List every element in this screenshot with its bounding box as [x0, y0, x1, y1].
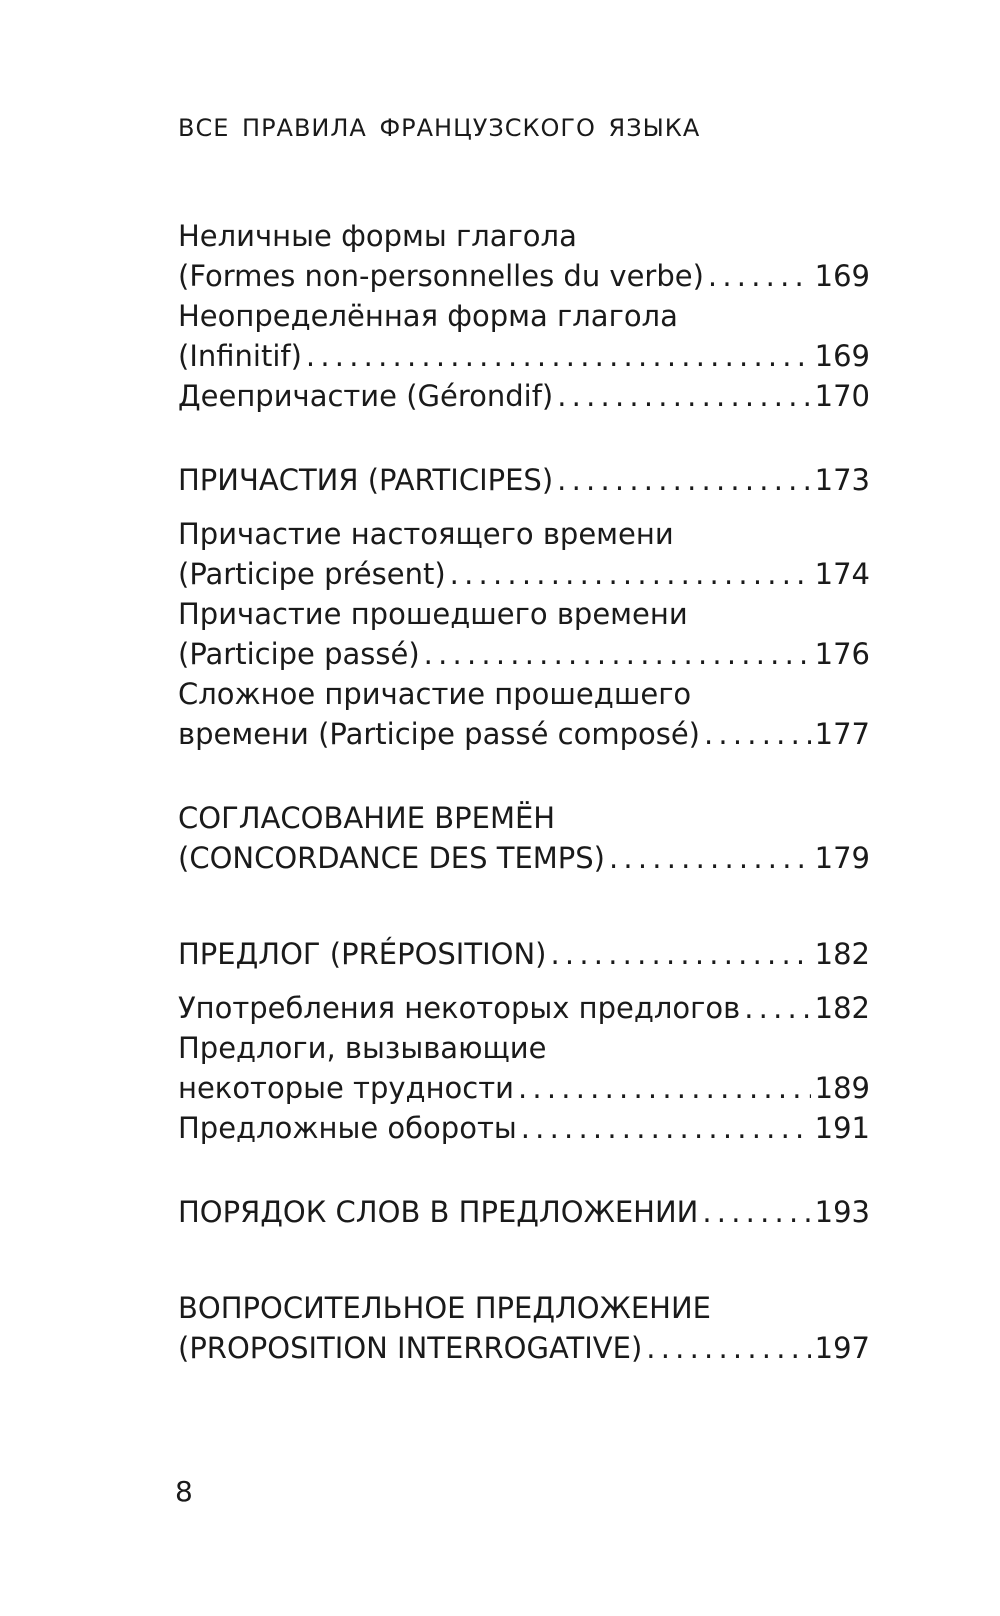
dot-leader	[518, 1068, 811, 1108]
toc-section-title: ВОПРОСИТЕЛЬНОЕ ПРЕДЛОЖЕНИЕ	[178, 1291, 711, 1325]
toc-entry-present-participle[interactable]	[178, 554, 870, 594]
toc-section-title: СОГЛАСОВАНИЕ ВРЕМЁН	[178, 801, 556, 835]
dot-leader	[708, 256, 811, 296]
dot-leader	[744, 988, 810, 1028]
toc-section-word-order[interactable]	[178, 1192, 870, 1232]
toc-entry-title: (Participe passé)	[178, 637, 420, 671]
toc-entry-title: (Formes non-personnelles du verbe)	[178, 259, 704, 293]
toc-entry-difficult-prepositions[interactable]	[178, 1068, 870, 1108]
toc-entry-title: Употребления некоторых предлогов	[178, 991, 741, 1025]
toc-entry-infinitive[interactable]	[178, 336, 870, 376]
dot-leader	[702, 1192, 810, 1232]
dot-leader	[306, 336, 811, 376]
toc-section-sequence-of-tenses[interactable]	[178, 838, 870, 878]
toc-entry-title: Неопределённая форма глагола	[178, 299, 678, 333]
toc-page-number: 170	[814, 379, 870, 413]
dot-leader	[557, 376, 810, 416]
toc-entry-title: Причастие прошедшего времени	[178, 597, 688, 631]
toc-section-title: (PROPOSITION INTERROGATIVE)	[178, 1331, 643, 1365]
toc-page-number: 197	[814, 1331, 870, 1365]
toc-entry-past-participle-line1	[178, 594, 870, 634]
dot-leader	[450, 554, 811, 594]
dot-leader	[609, 838, 811, 878]
toc-entry-title: Сложное причастие прошедшего	[178, 677, 692, 711]
dot-leader	[646, 1328, 810, 1368]
toc-entry-title: (Infinitif)	[178, 339, 302, 373]
toc-page-number: 193	[814, 1195, 870, 1229]
toc-page-number: 179	[814, 841, 870, 875]
dot-leader	[550, 934, 810, 974]
toc-entry-difficult-prepositions-line1	[178, 1028, 870, 1068]
page-number: 8	[175, 1475, 193, 1508]
toc-entry-compound-past-participle[interactable]	[178, 714, 870, 754]
toc-page-number: 182	[814, 937, 870, 971]
toc-entry-compound-past-participle-line1	[178, 674, 870, 714]
toc-section-title: ПОРЯДОК СЛОВ В ПРЕДЛОЖЕНИИ	[178, 1195, 699, 1229]
toc-page-number: 177	[814, 717, 870, 751]
toc-section-title: ПРЕДЛОГ (PRÉPOSITION)	[178, 937, 547, 971]
toc-section-interrogative-line1	[178, 1288, 870, 1328]
toc-entry-title: времени (Participe passé composé)	[178, 717, 700, 751]
toc-page-number: 176	[814, 637, 870, 671]
toc-section-title: (CONCORDANCE DES TEMPS)	[178, 841, 605, 875]
toc-page-number: 169	[814, 259, 870, 293]
toc-entry-title: Неличные формы глагола	[178, 219, 577, 253]
toc-entry-title: Деепричастие (Gérondif)	[178, 379, 554, 413]
toc-section-interrogative[interactable]	[178, 1328, 870, 1368]
toc-page-number: 169	[814, 339, 870, 373]
toc-entry-title: некоторые трудности	[178, 1071, 514, 1105]
running-header: ВСЕ ПРАВИЛА ФРАНЦУЗСКОГО ЯЗЫКА	[178, 114, 701, 142]
dot-leader	[424, 634, 811, 674]
toc-section-participles[interactable]	[178, 460, 870, 500]
table-of-contents	[178, 216, 870, 1368]
toc-page-number: 191	[814, 1111, 870, 1145]
toc-entry-present-participle-line1	[178, 514, 870, 554]
toc-page-number: 189	[814, 1071, 870, 1105]
toc-entry-preposition-usage[interactable]	[178, 988, 870, 1028]
toc-entry-nonfinite-line1	[178, 216, 870, 256]
toc-section-sequence-of-tenses-line1	[178, 798, 870, 838]
toc-section-title: ПРИЧАСТИЯ (PARTICIPES)	[178, 463, 554, 497]
toc-entry-past-participle[interactable]	[178, 634, 870, 674]
toc-entry-prepositional-phrases[interactable]	[178, 1108, 870, 1148]
toc-entry-title: Предлоги, вызывающие	[178, 1031, 547, 1065]
toc-page-number: 173	[814, 463, 870, 497]
toc-page-number: 174	[814, 557, 870, 591]
toc-entry-title: Причастие настоящего времени	[178, 517, 674, 551]
dot-leader	[704, 714, 811, 754]
toc-entry-title: (Participe présent)	[178, 557, 446, 591]
toc-page-number: 182	[814, 991, 870, 1025]
dot-leader	[521, 1108, 811, 1148]
toc-section-preposition[interactable]	[178, 934, 870, 974]
toc-entry-nonfinite[interactable]	[178, 256, 870, 296]
toc-entry-title: Предложные обороты	[178, 1111, 517, 1145]
dot-leader	[557, 460, 810, 500]
toc-entry-gerund[interactable]	[178, 376, 870, 416]
toc-entry-infinitive-line1	[178, 296, 870, 336]
